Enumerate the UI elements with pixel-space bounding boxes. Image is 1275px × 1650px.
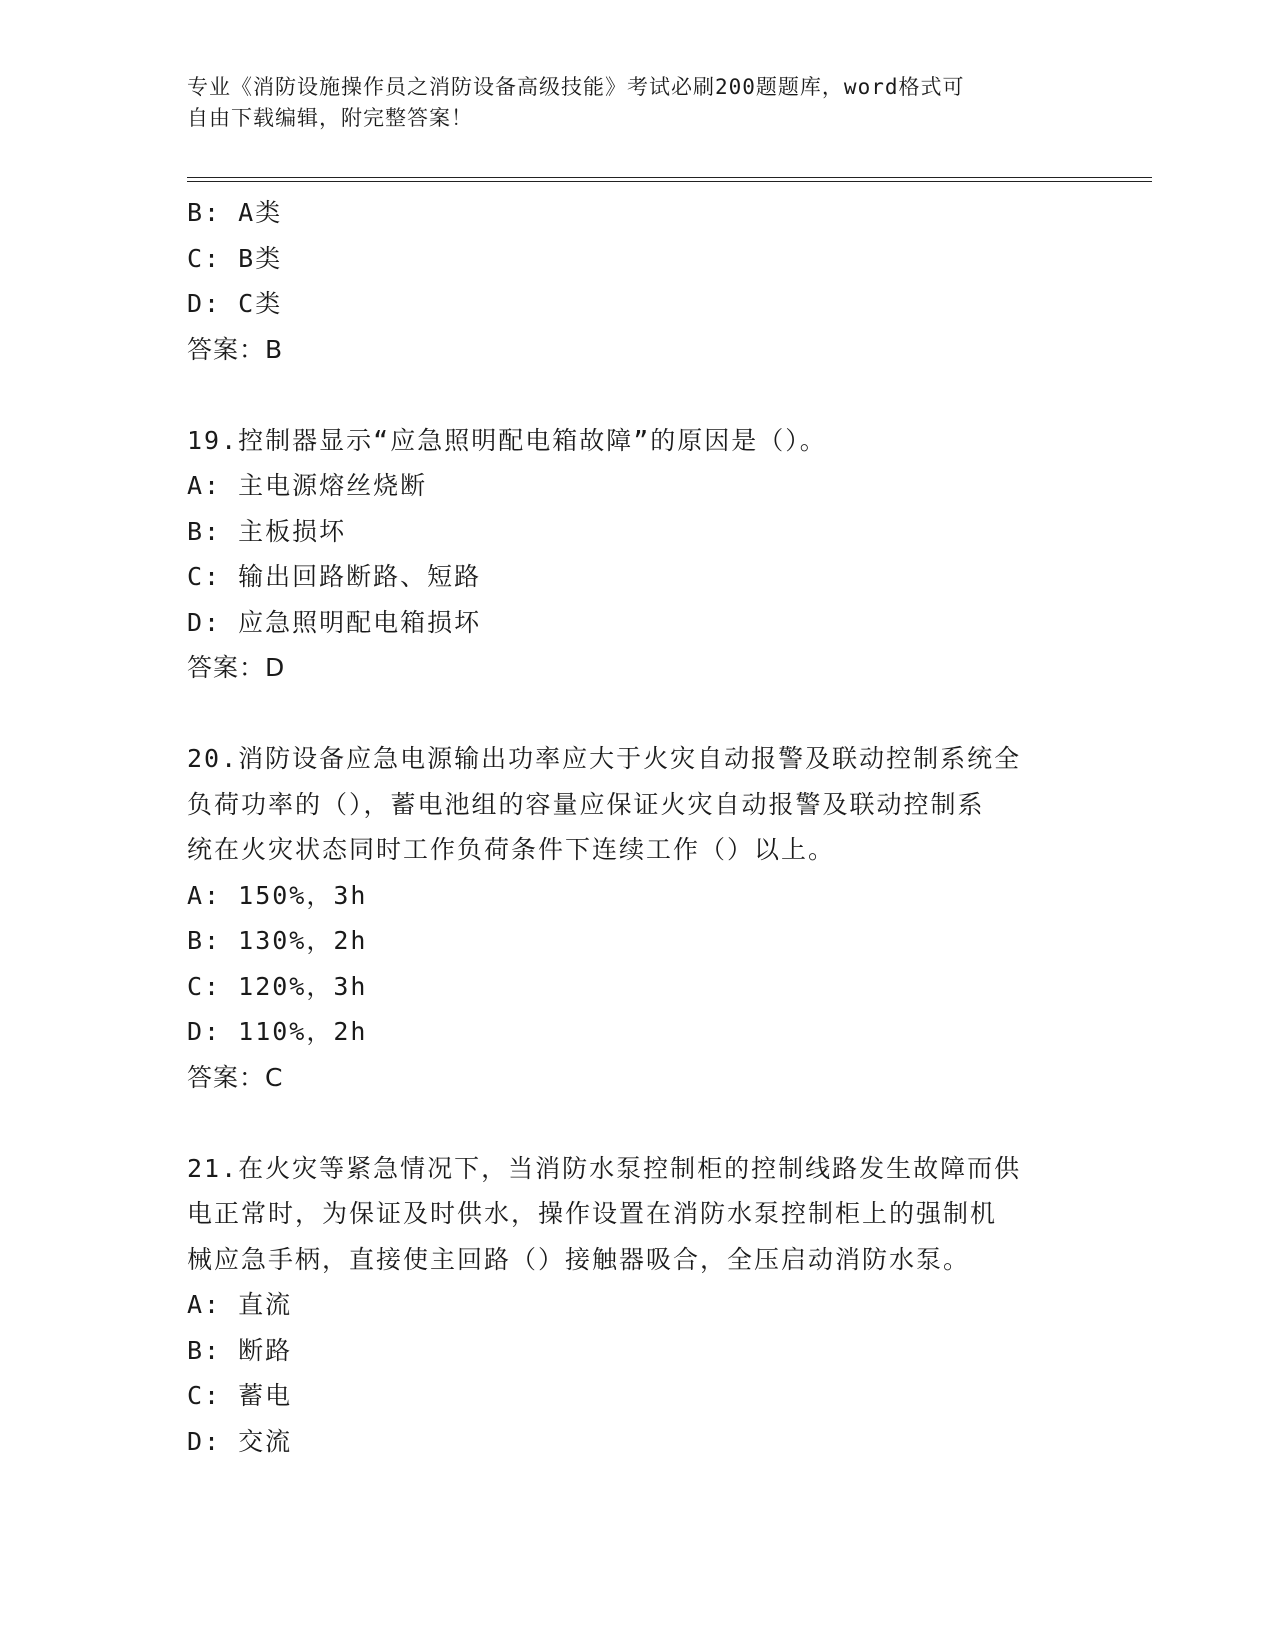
option-d: D: 交流 xyxy=(187,1426,293,1456)
question-18 xyxy=(187,190,1077,372)
option-c: C: 120%，3h xyxy=(187,971,368,1001)
header-divider xyxy=(187,177,1152,182)
question-stem: 19.控制器显示“应急照明配电箱故障”的原因是（）。 xyxy=(187,425,827,455)
option-a: A: 主电源熔丝烧断 xyxy=(187,471,428,500)
page-header xyxy=(187,72,1087,134)
option-c: C: 输出回路断路、短路 xyxy=(187,562,482,591)
answer-line: 答案：D xyxy=(187,653,286,682)
question-stem-line: 械应急手柄，直接使主回路（）接触器吸合，全压启动消防水泵。 xyxy=(187,1244,971,1274)
option-d: D: C类 xyxy=(187,289,283,318)
option-c: C: B类 xyxy=(187,243,283,273)
answer-line: 答案：C xyxy=(187,1062,284,1092)
question-21 xyxy=(187,1146,1077,1465)
option-b: B: 主板损坏 xyxy=(187,516,347,546)
question-19 xyxy=(187,418,1077,691)
question-stem-line: 统在火灾状态同时工作负荷条件下连续工作（）以上。 xyxy=(187,835,836,864)
question-stem-line: 20.消防设备应急电源输出功率应大于火灾自动报警及联动控制系统全 xyxy=(187,744,1022,773)
question-stem-line: 负荷功率的（），蓄电池组的容量应保证火灾自动报警及联动控制系 xyxy=(187,789,985,819)
question-content xyxy=(187,190,1077,1464)
question-stem-line: 电正常时，为保证及时供水，操作设置在消防水泵控制柜上的强制机 xyxy=(187,1199,998,1228)
header-title-line-1: 专业《消防设施操作员之消防设备高级技能》考试必刷200题题库，word格式可 xyxy=(187,75,965,99)
option-b: B: 断路 xyxy=(187,1335,293,1365)
spacer xyxy=(187,691,1077,737)
option-d: D: 110%，2h xyxy=(187,1017,368,1046)
header-title-line-2: 自由下载编辑，附完整答案！ xyxy=(187,106,473,130)
option-c: C: 蓄电 xyxy=(187,1381,293,1410)
question-20 xyxy=(187,736,1077,1100)
option-a: A: 直流 xyxy=(187,1290,293,1319)
option-b: B: 130%，2h xyxy=(187,926,368,955)
option-b: B: A类 xyxy=(187,198,283,227)
option-d: D: 应急照明配电箱损坏 xyxy=(187,607,482,637)
question-stem-line: 21.在火灾等紧急情况下，当消防水泵控制柜的控制线路发生故障而供 xyxy=(187,1153,1022,1183)
spacer xyxy=(187,1100,1077,1146)
option-a: A: 150%，3h xyxy=(187,880,368,910)
answer-line: 答案：B xyxy=(187,334,284,364)
spacer xyxy=(187,372,1077,418)
